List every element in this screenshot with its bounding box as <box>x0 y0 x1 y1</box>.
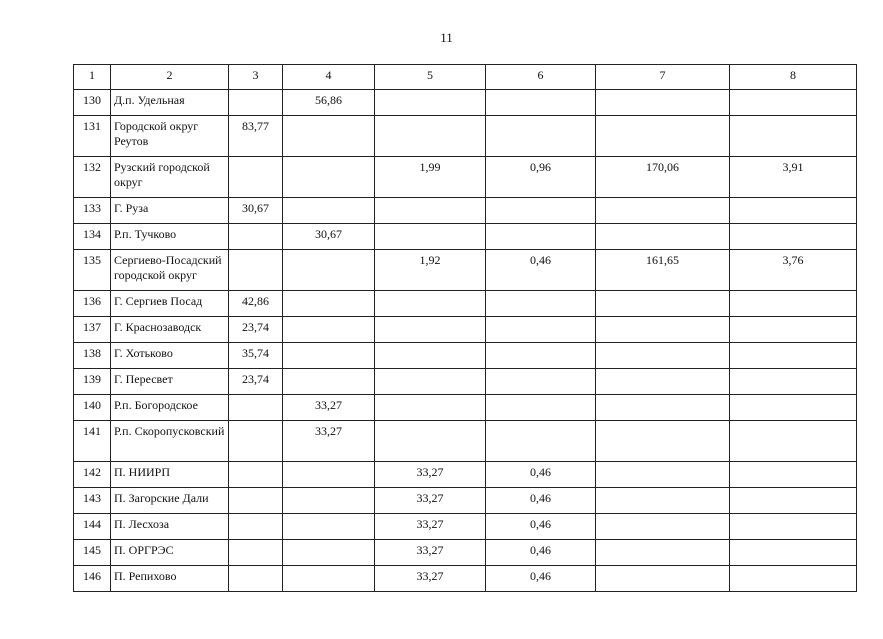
row-number: 141 <box>74 421 111 462</box>
table-row <box>74 343 857 369</box>
table-row <box>74 540 857 566</box>
cell-col6: 0,46 <box>486 540 596 566</box>
cell-col6 <box>486 90 596 116</box>
row-number: 145 <box>74 540 111 566</box>
cell-col7: 161,65 <box>596 250 730 291</box>
cell-col8 <box>730 317 857 343</box>
cell-col5: 33,27 <box>375 488 486 514</box>
cell-col4 <box>283 116 375 157</box>
cell-col3 <box>229 462 283 488</box>
row-number: 139 <box>74 369 111 395</box>
row-number: 131 <box>74 116 111 157</box>
row-name: П. Репихово <box>111 566 229 592</box>
cell-col8 <box>730 514 857 540</box>
cell-col8 <box>730 421 857 462</box>
cell-col4 <box>283 566 375 592</box>
cell-col5: 1,92 <box>375 250 486 291</box>
cell-col5 <box>375 224 486 250</box>
cell-col5 <box>375 317 486 343</box>
cell-col3 <box>229 224 283 250</box>
table-row <box>74 250 857 291</box>
cell-col8 <box>730 488 857 514</box>
cell-col3: 83,77 <box>229 116 283 157</box>
cell-col3 <box>229 90 283 116</box>
table-row <box>74 90 857 116</box>
cell-col7 <box>596 488 730 514</box>
cell-col4: 56,86 <box>283 90 375 116</box>
row-number: 132 <box>74 157 111 198</box>
row-number: 137 <box>74 317 111 343</box>
cell-col8 <box>730 291 857 317</box>
cell-col8 <box>730 343 857 369</box>
cell-col3: 30,67 <box>229 198 283 224</box>
row-name: Г. Сергиев Посад <box>111 291 229 317</box>
cell-col8 <box>730 395 857 421</box>
column-header: 6 <box>486 65 596 90</box>
table-row <box>74 198 857 224</box>
cell-col8 <box>730 198 857 224</box>
cell-col7 <box>596 566 730 592</box>
cell-col5 <box>375 421 486 462</box>
table-row <box>74 462 857 488</box>
table-row <box>74 317 857 343</box>
cell-col8 <box>730 224 857 250</box>
table-row <box>74 369 857 395</box>
cell-col8 <box>730 462 857 488</box>
cell-col5 <box>375 116 486 157</box>
row-name: Р.п. Богородское <box>111 395 229 421</box>
cell-col8: 3,91 <box>730 157 857 198</box>
row-name: П. Загорские Дали <box>111 488 229 514</box>
column-header: 5 <box>375 65 486 90</box>
cell-col4 <box>283 514 375 540</box>
table-row <box>74 421 857 462</box>
cell-col8 <box>730 566 857 592</box>
cell-col3: 23,74 <box>229 369 283 395</box>
cell-col7 <box>596 291 730 317</box>
cell-col6: 0,46 <box>486 250 596 291</box>
column-header: 3 <box>229 65 283 90</box>
cell-col7 <box>596 90 730 116</box>
cell-col4: 33,27 <box>283 421 375 462</box>
table-row <box>74 116 857 157</box>
cell-col3 <box>229 250 283 291</box>
cell-col7 <box>596 514 730 540</box>
cell-col6 <box>486 369 596 395</box>
cell-col4 <box>283 250 375 291</box>
cell-col4 <box>283 157 375 198</box>
cell-col7 <box>596 116 730 157</box>
row-number: 146 <box>74 566 111 592</box>
table-row <box>74 566 857 592</box>
cell-col3: 42,86 <box>229 291 283 317</box>
row-name: П. НИИРП <box>111 462 229 488</box>
cell-col4: 33,27 <box>283 395 375 421</box>
row-name: Р.п. Тучково <box>111 224 229 250</box>
cell-col6 <box>486 343 596 369</box>
cell-col7 <box>596 198 730 224</box>
cell-col6: 0,46 <box>486 566 596 592</box>
cell-col5: 33,27 <box>375 540 486 566</box>
cell-col3 <box>229 421 283 462</box>
row-name: Сергиево-Посадский городской округ <box>111 250 229 291</box>
cell-col6 <box>486 317 596 343</box>
cell-col6: 0,96 <box>486 157 596 198</box>
cell-col6 <box>486 198 596 224</box>
row-name: Г. Хотьково <box>111 343 229 369</box>
table-header-row <box>74 65 857 90</box>
cell-col3: 35,74 <box>229 343 283 369</box>
table-row <box>74 224 857 250</box>
table-row <box>74 157 857 198</box>
cell-col5 <box>375 198 486 224</box>
cell-col7 <box>596 224 730 250</box>
cell-col7 <box>596 462 730 488</box>
cell-col6: 0,46 <box>486 462 596 488</box>
cell-col6 <box>486 224 596 250</box>
cell-col3 <box>229 395 283 421</box>
row-name: Г. Пересвет <box>111 369 229 395</box>
cell-col5: 33,27 <box>375 462 486 488</box>
row-number: 143 <box>74 488 111 514</box>
row-number: 135 <box>74 250 111 291</box>
cell-col4 <box>283 462 375 488</box>
cell-col6 <box>486 421 596 462</box>
cell-col5 <box>375 291 486 317</box>
cell-col5: 33,27 <box>375 566 486 592</box>
cell-col4 <box>283 540 375 566</box>
cell-col7 <box>596 343 730 369</box>
cell-col4 <box>283 343 375 369</box>
cell-col8 <box>730 540 857 566</box>
row-name: Рузский городской округ <box>111 157 229 198</box>
row-name: Г. Краснозаводск <box>111 317 229 343</box>
table-row <box>74 488 857 514</box>
cell-col3 <box>229 566 283 592</box>
row-number: 133 <box>74 198 111 224</box>
cell-col5 <box>375 90 486 116</box>
row-number: 138 <box>74 343 111 369</box>
column-header: 2 <box>111 65 229 90</box>
cell-col3 <box>229 540 283 566</box>
cell-col8 <box>730 369 857 395</box>
cell-col3 <box>229 157 283 198</box>
column-header: 7 <box>596 65 730 90</box>
cell-col5 <box>375 395 486 421</box>
cell-col6 <box>486 395 596 421</box>
cell-col6: 0,46 <box>486 514 596 540</box>
row-name: П. ОРГРЭС <box>111 540 229 566</box>
cell-col3: 23,74 <box>229 317 283 343</box>
cell-col3 <box>229 488 283 514</box>
cell-col5: 33,27 <box>375 514 486 540</box>
row-number: 136 <box>74 291 111 317</box>
row-name: П. Лесхоза <box>111 514 229 540</box>
cell-col8: 3,76 <box>730 250 857 291</box>
cell-col5 <box>375 343 486 369</box>
row-number: 140 <box>74 395 111 421</box>
cell-col7 <box>596 369 730 395</box>
cell-col7: 170,06 <box>596 157 730 198</box>
column-header: 8 <box>730 65 857 90</box>
cell-col8 <box>730 116 857 157</box>
row-name: Городской округ Реутов <box>111 116 229 157</box>
row-name: Д.п. Удельная <box>111 90 229 116</box>
cell-col7 <box>596 540 730 566</box>
row-number: 130 <box>74 90 111 116</box>
table-row <box>74 514 857 540</box>
table-row <box>74 395 857 421</box>
row-name: Г. Руза <box>111 198 229 224</box>
row-number: 142 <box>74 462 111 488</box>
column-header: 1 <box>74 65 111 90</box>
cell-col4 <box>283 369 375 395</box>
cell-col4 <box>283 317 375 343</box>
cell-col5 <box>375 369 486 395</box>
cell-col5: 1,99 <box>375 157 486 198</box>
row-name: Р.п. Скоропусковский <box>111 421 229 462</box>
data-table <box>73 64 857 592</box>
cell-col8 <box>730 90 857 116</box>
cell-col6: 0,46 <box>486 488 596 514</box>
cell-col6 <box>486 116 596 157</box>
cell-col7 <box>596 317 730 343</box>
row-number: 144 <box>74 514 111 540</box>
cell-col3 <box>229 514 283 540</box>
table-row <box>74 291 857 317</box>
page-number: 11 <box>440 30 453 45</box>
cell-col7 <box>596 395 730 421</box>
cell-col4 <box>283 291 375 317</box>
cell-col6 <box>486 291 596 317</box>
cell-col4: 30,67 <box>283 224 375 250</box>
cell-col4 <box>283 488 375 514</box>
cell-col4 <box>283 198 375 224</box>
column-header: 4 <box>283 65 375 90</box>
row-number: 134 <box>74 224 111 250</box>
cell-col7 <box>596 421 730 462</box>
